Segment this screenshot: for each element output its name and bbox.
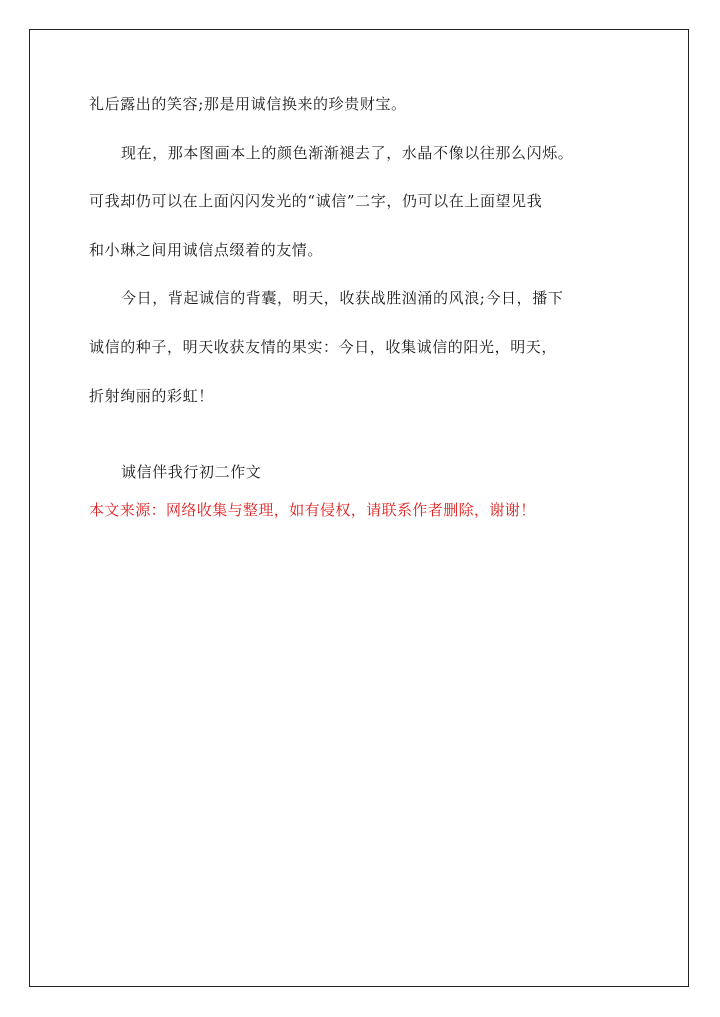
paragraph-line: 诚信的种子，明天收获友情的果实：今日，收集诚信的阳光，明天，: [89, 337, 558, 356]
article-title: 诚信伴我行初二作文: [121, 463, 262, 482]
paragraph-line: 现在，那本图画本上的颜色渐渐褪去了，水晶不像以往那么闪烁。: [121, 143, 574, 162]
paragraph-line: 今日，背起诚信的背囊，明天，收获战胜汹涌的风浪;今日，播下: [121, 289, 564, 308]
spacer: [89, 434, 649, 462]
paragraph-line: 可我却仍可以在上面闪闪发光的“诚信”二字，仍可以在上面望见我: [89, 192, 543, 211]
source-note: 本文来源：网络收集与整理，如有侵权，请联系作者删除，谢谢！: [89, 501, 536, 520]
paragraph-line: 和小琳之间用诚信点缀着的友情。: [89, 240, 324, 259]
document-body: [89, 94, 649, 520]
paragraph-line: 折射绚丽的彩虹！: [89, 386, 214, 405]
paragraph-line: 礼后露出的笑容;那是用诚信换来的珍贵财宝。: [89, 95, 407, 113]
